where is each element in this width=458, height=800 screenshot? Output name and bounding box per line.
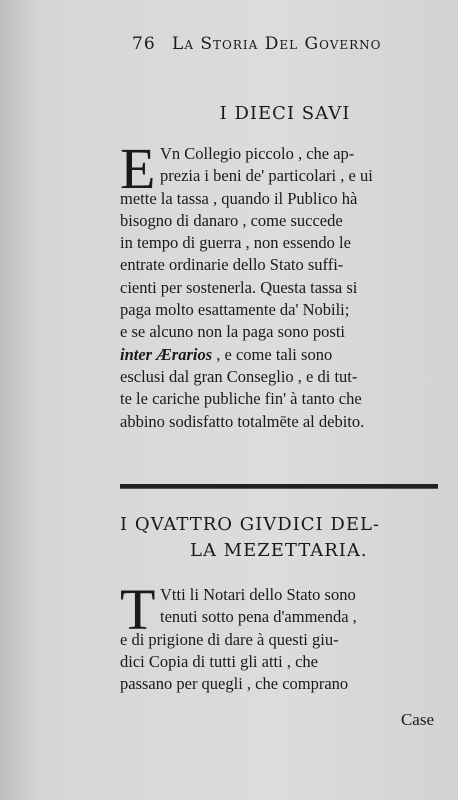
- text-line: prezia i beni de' particolari , e ui: [160, 166, 373, 186]
- italic-term: inter Ærarios: [120, 344, 213, 364]
- text-line: passano per quegli , che comprano: [120, 674, 349, 694]
- text-line: paga molto esattamente da' Nobili;: [120, 300, 350, 320]
- text-line: bisogno di danaro , come succede: [120, 210, 343, 230]
- text-line: in tempo di guerra , non essendo le: [120, 233, 351, 253]
- section-body-quattro-giudici: [120, 584, 440, 695]
- text-line: [120, 344, 440, 366]
- text-line: Vn Collegio piccolo , che ap-: [160, 144, 355, 163]
- text-line: abbino sodisfatto totalmēte al debito.: [120, 411, 365, 431]
- text-line: te le cariche publiche fin' à tanto che: [120, 389, 362, 409]
- drop-cap: T: [120, 577, 156, 642]
- section-title-dieci-savi: I DIECI SAVI: [219, 103, 351, 124]
- page-header: [132, 34, 442, 54]
- text-line: esclusi dal gran Conseglio , e di tut-: [120, 366, 358, 386]
- title-line: I QVATTRO GIVDICI DEL-: [120, 514, 380, 535]
- section-divider: [120, 484, 438, 489]
- text-line: e se alcuno non la paga sono posti: [120, 322, 345, 342]
- text-line: mette la tassa , quando il Publico hà: [120, 188, 358, 208]
- text-line: tenuti sotto pena d'ammenda ,: [160, 607, 357, 627]
- catchword: Case: [400, 710, 434, 729]
- text-line: Vtti li Notari dello Stato sono: [160, 585, 356, 604]
- running-title: La Storia Del Governo: [172, 34, 382, 54]
- drop-cap: E: [120, 136, 156, 201]
- page-number: 76: [132, 34, 156, 54]
- section-title-quattro-giudici: [120, 512, 440, 564]
- text-line: e di prigione di dare à questi giu-: [120, 629, 339, 649]
- title-line: LA MEZETTARIA.: [190, 540, 368, 561]
- text-line: cienti per sostenerla. Questa tassa si: [120, 277, 358, 297]
- text-line: entrate ordinarie dello Stato suffi-: [120, 255, 344, 275]
- text-fragment: , e come tali sono: [216, 344, 333, 364]
- section-body-dieci-savi: [120, 143, 440, 433]
- text-line: dici Copia di tutti gli atti , che: [120, 651, 318, 671]
